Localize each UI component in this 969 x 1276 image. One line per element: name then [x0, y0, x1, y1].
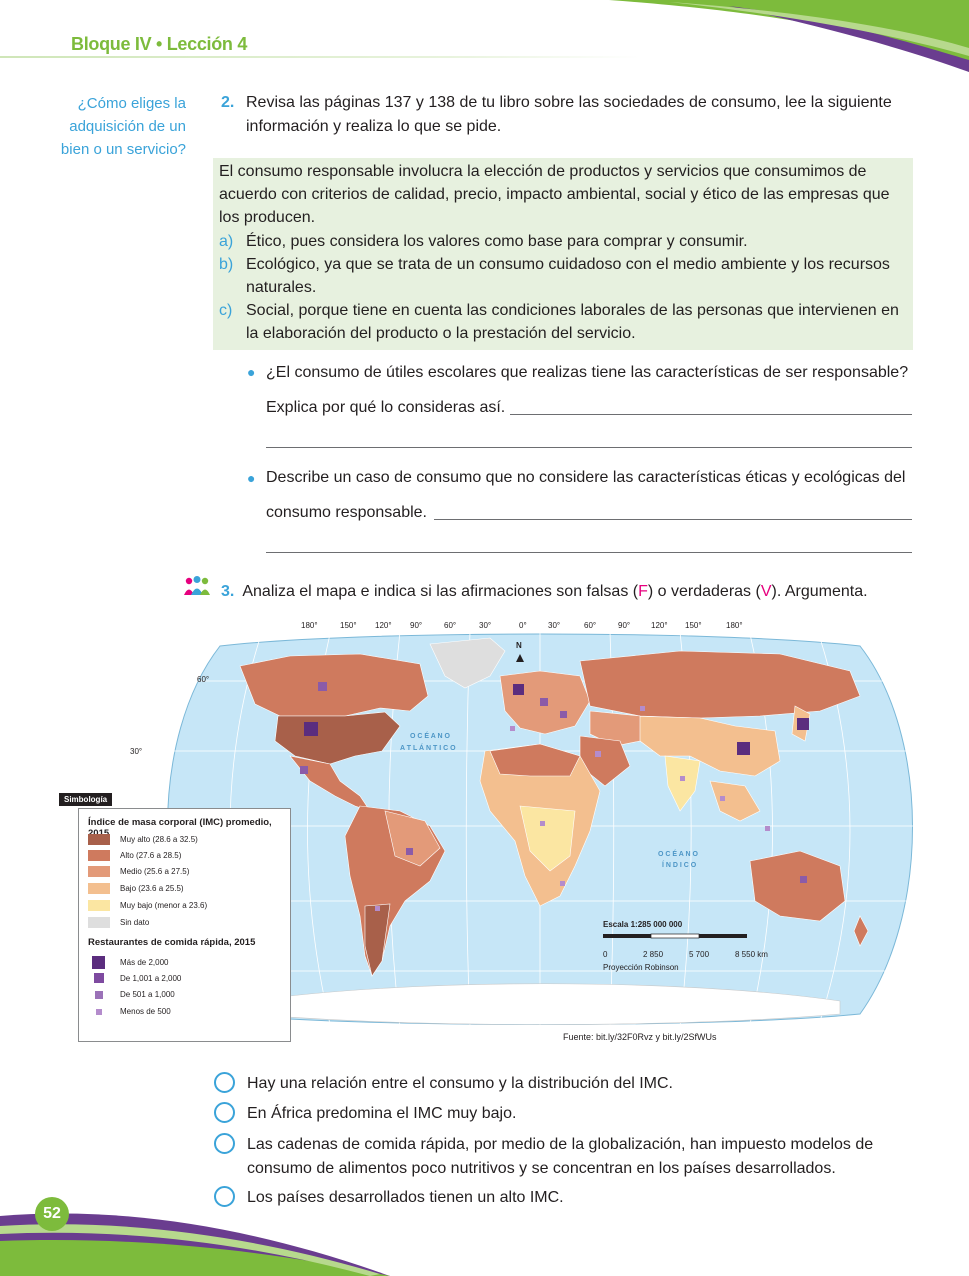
page-number: 52 — [35, 1197, 69, 1231]
option-text: Hay una relación entre el consumo y la distribución del IMC. — [247, 1075, 673, 1092]
lon-label: 180° — [301, 621, 318, 630]
legend-label: De 501 a 1,000 — [120, 990, 175, 999]
lon-label: 90° — [618, 621, 631, 630]
restaurant-marker-s — [595, 751, 601, 757]
legend-imc-item — [88, 834, 198, 845]
legend-label: De 1,001 a 2,000 — [120, 973, 182, 983]
restaurant-marker-xl — [797, 718, 809, 730]
answer-circle[interactable] — [214, 1072, 235, 1093]
lon-label: 120° — [375, 621, 392, 630]
legend-swatch — [88, 850, 110, 861]
north-label: N — [516, 641, 522, 650]
restaurant-marker-l — [318, 682, 327, 691]
legend-swatch — [88, 917, 110, 928]
legend-restaurant-item — [88, 990, 175, 999]
info-item-letter: b) — [219, 255, 234, 273]
lon-label: 60° — [444, 621, 457, 630]
restaurant-marker-m — [560, 711, 567, 718]
legend-imc-item — [88, 883, 184, 894]
info-item-a — [219, 230, 909, 253]
legend-swatch — [88, 866, 110, 877]
lat-label: 60° — [197, 675, 210, 684]
lon-label: 180° — [726, 621, 743, 630]
ocean-label: A T L Á N T I C O — [400, 745, 456, 752]
true-marker: V — [760, 583, 772, 600]
option-text: En África predomina el IMC muy bajo. — [247, 1105, 517, 1122]
info-item-letter: a) — [219, 232, 234, 250]
legend-tag: Simbología — [59, 793, 112, 806]
legend-marker — [92, 956, 105, 969]
legend-label: Medio (25.6 a 27.5) — [120, 867, 190, 876]
legend-imc-item — [88, 917, 149, 928]
info-item-text: Ético, pues considera los valores como base para comprar y consumir. — [246, 232, 748, 250]
answer-line-3[interactable] — [434, 519, 912, 520]
legend-marker — [96, 1009, 102, 1015]
question-3 — [221, 580, 921, 604]
question-2-number: 2. — [221, 94, 235, 111]
scale-tick: 2 850 — [643, 950, 664, 959]
restaurant-marker-s — [540, 821, 545, 826]
question-3-text-b: ) o verdaderas ( — [647, 583, 761, 600]
ocean-label: Í N D I C O — [662, 862, 697, 869]
question-3-text-a: Analiza el mapa e indica si las afirmaciones son falsas ( — [242, 583, 639, 600]
map-legend — [78, 808, 291, 1042]
header-swoosh — [609, 0, 969, 72]
lon-label: 90° — [410, 621, 423, 630]
legend-restaurant-item — [88, 956, 168, 969]
restaurant-marker-l — [513, 684, 524, 695]
question-2-text: Revisa las páginas 137 y 138 de tu libro sobre las sociedades de consumo, lee la siguiente información y realiza lo que se pide. — [246, 94, 892, 135]
canada — [240, 654, 428, 716]
restaurant-marker-xl — [304, 722, 318, 736]
header-rule — [0, 56, 640, 58]
false-marker: F — [638, 583, 648, 600]
info-item-text: Social, porque tiene en cuenta las condiciones laborales de las personas que intervienen en la elaboración del producto o la prestación del servicio. — [246, 302, 899, 343]
legend-label: Menos de 500 — [120, 1007, 171, 1016]
lat-label: 30° — [130, 747, 143, 756]
lon-label: 120° — [651, 621, 668, 630]
scale-tick: 5 700 — [689, 950, 710, 959]
info-item-b — [219, 253, 909, 299]
legend-label: Muy alto (28.6 a 32.5) — [120, 835, 198, 844]
legend-label: Muy bajo (menor a 23.6) — [120, 901, 208, 910]
team-activity-icon — [183, 575, 211, 599]
legend-marker — [94, 973, 104, 983]
legend-label: Bajo (23.6 a 25.5) — [120, 884, 184, 893]
legend-label: Alto (27.6 a 28.5) — [120, 851, 182, 860]
ocean-label: O C É A N O — [410, 733, 450, 740]
lon-label: 0° — [519, 621, 527, 630]
restaurant-marker-m — [540, 698, 548, 706]
info-item-letter: c) — [219, 302, 233, 320]
answer-circle[interactable] — [214, 1102, 235, 1123]
scale-label: Escala 1:285 000 000 — [603, 920, 683, 929]
restaurant-marker-m — [406, 848, 413, 855]
map-source: Fuente: bit.ly/32F0Rvz y bit.ly/2SfWUs — [563, 1032, 717, 1042]
side-question: ¿Cómo eliges la adquisición de un bien o un servicio? — [60, 95, 186, 158]
legend-label: Sin dato — [120, 918, 150, 927]
restaurant-marker-s — [560, 881, 565, 886]
restaurant-marker-s — [765, 826, 770, 831]
legend-marker — [95, 991, 103, 999]
info-box-intro: El consumo responsable involucra la elección de productos y servicios que consumimos de acuerdo con criterios de calidad, precio, impacto ambiental, social y ético de las empresas que los producen. — [219, 163, 890, 227]
info-item-text: Ecológico, ya que se trata de un consumo cuidadoso con el medio ambiente y los recursos naturales. — [246, 255, 890, 297]
lon-label: 30° — [479, 621, 492, 630]
answer-line-1[interactable] — [510, 414, 912, 415]
legend-imc-item — [88, 900, 207, 911]
question-3-number: 3. — [221, 583, 235, 600]
legend-restaurant-item — [88, 973, 181, 983]
legend-restaurant-item — [88, 1007, 171, 1016]
legend-imc-item — [88, 850, 181, 861]
lon-label: 150° — [340, 621, 357, 630]
info-box — [219, 160, 909, 346]
bullet-1-question: ¿El consumo de útiles escolares que realizas tiene las características de ser responsable? — [266, 364, 909, 381]
lon-label: 150° — [685, 621, 702, 630]
scale-tick: 8 550 km — [735, 950, 768, 959]
option-text: Las cadenas de comida rápida, por medio de la globalización, han impuesto modelos de consumo de alimentos poco nutritivos y se concentran en los países desarrollados. — [247, 1136, 874, 1177]
legend-imc-title: Índice de masa corporal (IMC) promedio, — [88, 817, 272, 828]
bullet-dot: ● — [247, 470, 256, 486]
answer-line-2[interactable] — [266, 447, 912, 448]
info-item-c — [219, 299, 909, 345]
restaurant-marker-s — [375, 906, 380, 911]
legend-imc-item — [88, 866, 189, 877]
question-2 — [221, 91, 916, 135]
restaurant-marker-m — [300, 766, 308, 774]
bullet-dot: ● — [247, 364, 256, 380]
legend-restaurant-title: Restaurantes de comida rápida, 2015 — [88, 937, 256, 948]
bullet-2-question: Describe un caso de consumo que no considere las características éticas y ecológicas del — [266, 469, 906, 486]
lon-label: 60° — [584, 621, 597, 630]
restaurant-marker-s — [510, 726, 515, 731]
lon-label: 30° — [548, 621, 561, 630]
scale-tick: 0 — [603, 950, 608, 959]
legend-label: Más de 2,000 — [120, 958, 169, 967]
answer-line-4[interactable] — [266, 552, 912, 553]
restaurant-marker-m — [800, 876, 807, 883]
bullet-2-prompt: consumo responsable. — [266, 504, 427, 521]
legend-swatch — [88, 883, 110, 894]
restaurant-marker-s — [640, 706, 645, 711]
legend-swatch — [88, 834, 110, 845]
projection-label: Proyección Robinson — [603, 963, 679, 972]
answer-circle[interactable] — [214, 1133, 235, 1154]
restaurant-marker-s — [720, 796, 725, 801]
restaurant-marker-s — [680, 776, 685, 781]
question-3-text-c: ). Argumenta. — [771, 583, 868, 600]
legend-swatch — [88, 900, 110, 911]
ocean-label: O C É A N O — [658, 851, 698, 858]
bullet-1-prompt: Explica por qué lo consideras así. — [266, 399, 506, 416]
lesson-header: Bloque IV • Lección 4 — [71, 34, 248, 54]
option-text: Los países desarrollados tienen un alto IMC. — [247, 1189, 564, 1206]
restaurant-marker-xl — [737, 742, 750, 755]
